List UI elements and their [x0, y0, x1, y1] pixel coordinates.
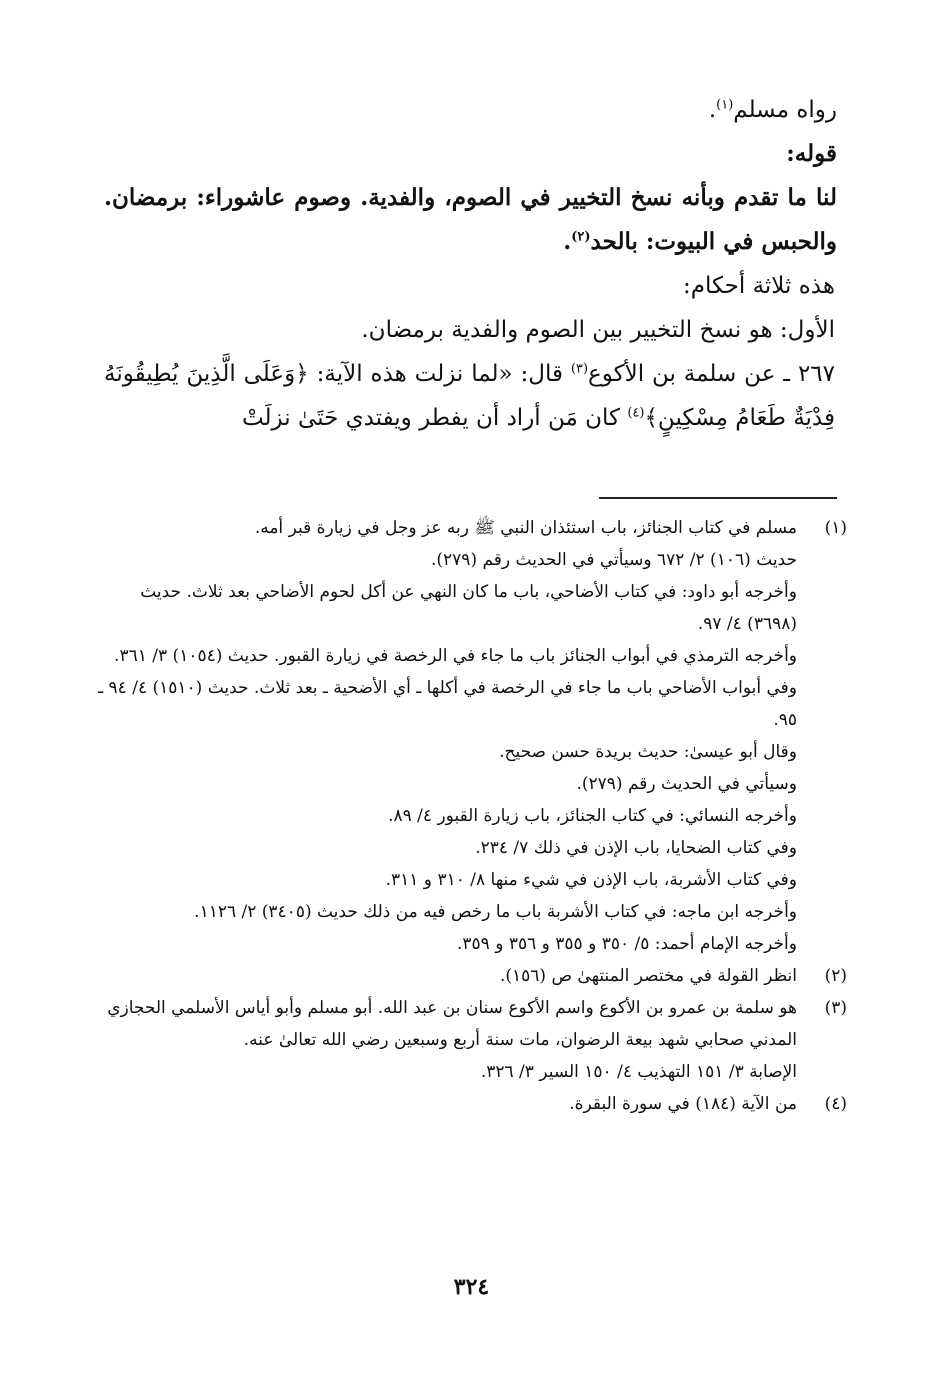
footnote-line: وأخرجه ابن ماجه: في كتاب الأشربة باب ما رخص فيه من ذلك حديث (٣٤٠٥) ٢/ ١١٢٦. [194, 902, 797, 922]
quoted-text: لنا ما تقدم وبأنه نسخ التخيير في الصوم، والفدية. وصوم عاشوراء: برمضان. والحبس في البيوت: بالحد$^{(٢)}$. [104, 184, 837, 255]
footnote-line: وأخرجه النسائي: في كتاب الجنائز، باب زيارة القبور ٤/ ٨٩. [388, 806, 797, 826]
footnote-separator [599, 497, 837, 499]
footnote-line: حديث (١٠٦) ٢/ ٦٧٢ وسيأتي في الحديث رقم (٢٧٩). [431, 550, 797, 570]
main-text [104, 88, 837, 440]
footnote-line: من الآية (١٨٤) في سورة البقرة. [569, 1094, 797, 1114]
page-number: ٣٢٤ [453, 1274, 490, 1300]
footnote-line: وأخرجه الترمذي في أبواب الجنائز باب ما جاء في الرخصة في زيارة القبور. حديث (١٠٥٤) ٣/ ٣٦١. [114, 646, 797, 666]
footnote-line: الإصابة ٣/ ١٥١ التهذيب ٤/ ١٥٠ السير ٣/ ٣٢٦. [480, 1062, 797, 1082]
narration-line: رواه مسلم$^{(١)}$. [708, 97, 837, 123]
footnote-line: هو سلمة بن عمرو بن الأكوع واسم الأكوع سنان بن عبد الله. أبو مسلم وأبو أياس الأسلمي الحجازي المدني صحابي شهد بيعة الرضوان، مات سنة أربع وسبعين رضي الله تعالىٰ عنه. [107, 998, 797, 1050]
footnote-number: (٢) [824, 966, 847, 986]
footnote-line: وفي كتاب الضحايا، باب الإذن في ذلك ٧/ ٢٣٤. [475, 838, 797, 858]
footnote-line: وقال أبو عيسىٰ: حديث بريدة حسن صحيح. [499, 742, 797, 762]
footnote-2 [96, 960, 847, 992]
footnote-ref-1: (١) [716, 97, 734, 113]
footnote-3 [96, 992, 847, 1088]
footnotes [96, 512, 847, 1120]
footnote-1 [96, 512, 847, 960]
intro-line: هذه ثلاثة أحكام: [682, 273, 835, 299]
footnote-ref-2: (٢) [571, 229, 591, 245]
footnote-4 [96, 1088, 847, 1120]
footnote-ref-4: (٤) [627, 405, 645, 421]
footnote-ref-3: (٣) [570, 361, 589, 377]
first-ruling: الأول: هو نسخ التخيير بين الصوم والفدية برمضان. [361, 317, 835, 343]
hadith-paragraph: ٢٦٧ ـ عن سلمة بن الأكوع$^{(٣)}$ قال: «لما نزلت هذه الآية: ﴿وَعَلَى الَّذِينَ يُطِيقُونَهُ فِدْيَةٌ طَعَامُ مِسْكِينٍ﴾$^{(٤)}$ كان مَن أراد أن يفطر ويفتدي حَتَىٰ نزلَتْ [104, 361, 836, 431]
footnote-line: وأخرجه أبو داود: في كتاب الأضاحي، باب ما كان النهي عن أكل لحوم الأضاحي بعد ثلاث. حديث (٣٦٩٨) ٤/ ٩٧. [140, 582, 797, 634]
footnote-line: وسيأتي في الحديث رقم (٢٧٩). [576, 774, 797, 794]
footnote-number: (٣) [824, 998, 847, 1018]
footnote-number: (١) [824, 518, 847, 538]
footnote-line: وأخرجه الإمام أحمد: ٥/ ٣٥٠ و ٣٥٥ و ٣٥٦ و ٣٥٩. [456, 934, 797, 954]
footnote-line: انظر القولة في مختصر المنتهىٰ ص (١٥٦). [499, 966, 797, 986]
footnote-number: (٤) [824, 1094, 847, 1114]
footnote-line: وفي كتاب الأشربة، باب الإذن في شيء منها ٨/ ٣١٠ و ٣١١. [385, 870, 797, 890]
footnote-line: مسلم في كتاب الجنائز، باب استئذان النبي ﷺ ربه عز وجل في زيارة قبر أمه. [254, 518, 797, 538]
footnote-line: وفي أبواب الأضاحي باب ما جاء في الرخصة في أكلها ـ أي الأضحية ـ بعد ثلاث. حديث (١٥١٠) ٤/ ٩٤ ـ ٩٥. [98, 678, 797, 730]
section-heading: قوله: [786, 140, 837, 167]
